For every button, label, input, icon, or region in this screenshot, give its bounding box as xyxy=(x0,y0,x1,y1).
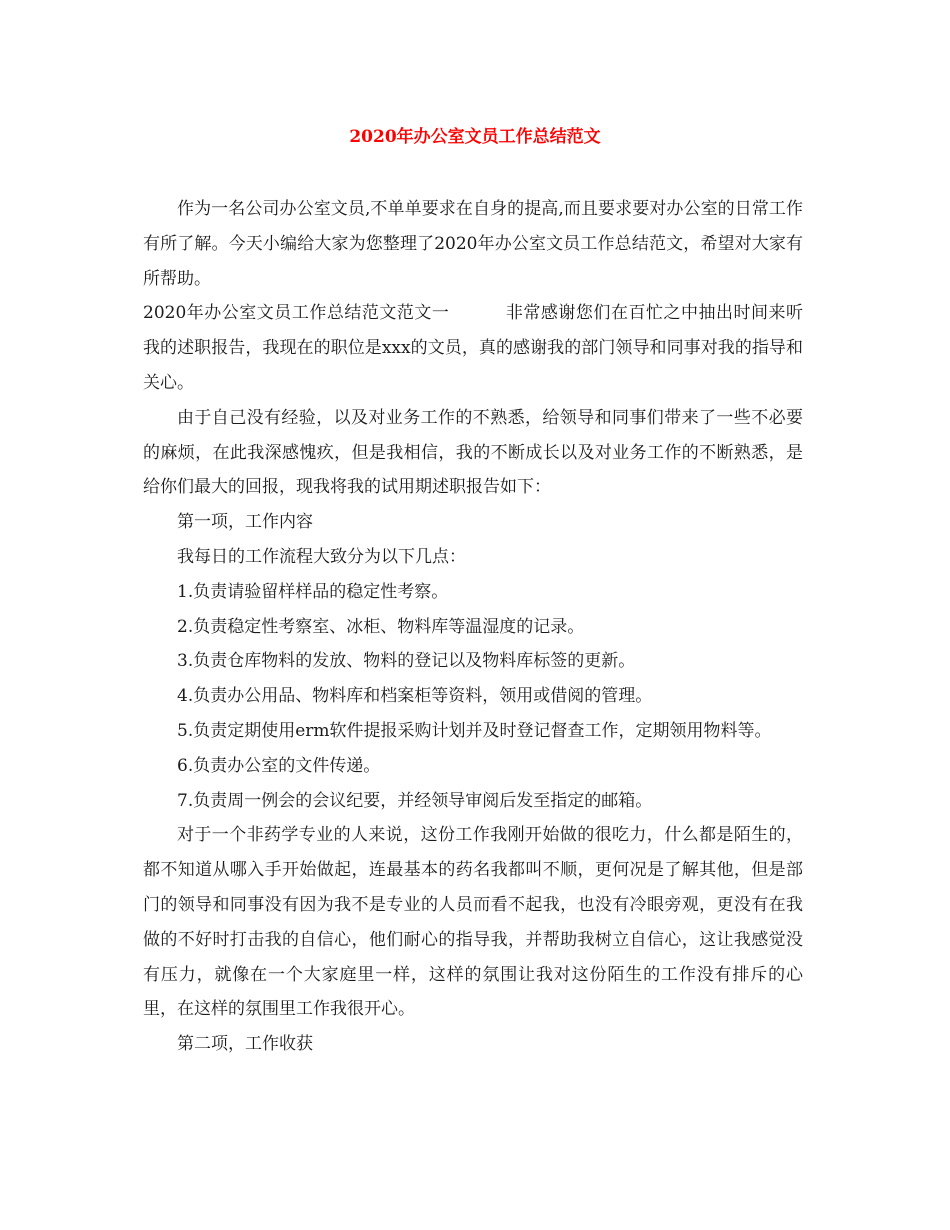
list-item: 3.负责仓库物料的发放、物料的登记以及物料库标签的更新。 xyxy=(177,651,636,672)
item-heading-work-gains: 第二项，工作收获 xyxy=(177,1034,313,1055)
list-item: 1.负责请验留样样品的稳定性考察。 xyxy=(177,581,449,602)
list-item: 6.负责办公室的文件传递。 xyxy=(177,755,381,776)
section-one-heading: 2020年办公室文员工作总结范文范文一 xyxy=(143,303,450,324)
apology-paragraph: 由于自己没有经验，以及对业务工作的不熟悉，给领导和同事们带来了一些不必要的麻烦，在此我深感愧疚，但是我相信，我的不断成长以及对业务工作的不断熟悉，是给你们最大的回报，现我将我的试用期述职报告如下： xyxy=(143,407,803,498)
list-item: 4.负责办公用品、物料库和档案柜等资料，领用或借阅的管理。 xyxy=(177,686,653,707)
reflection-paragraph: 对于一个非药学专业的人来说，这份工作我刚开始做的很吃力，什么都是陌生的，都不知道从哪入手开始做起，连最基本的药名我都叫不顺，更何况是了解其他，但是部门的领导和同事没有因为我不是专业的人员而看不起我，也没有冷眼旁观，更没有在我做的不好时打击我的自信心，他们耐心的指导我，并帮助我树立自信心，这让我感觉没有压力，就像在一个大家庭里一样，这样的氛围让我对这份陌生的工作没有排斥的心里，在这样的氛围里工作我很开心。 xyxy=(143,825,803,1020)
intro-paragraph: 作为一名公司办公室文员,不单单要求在自身的提高,而且要求要对办公室的日常工作有所了解。今天小编给大家为您整理了2020年办公室文员工作总结范文，希望对大家有所帮助。 xyxy=(143,199,803,289)
workflow-intro: 我每日的工作流程大致分为以下几点： xyxy=(177,546,466,567)
document-body xyxy=(143,192,803,1062)
list-item: 5.负责定期使用erm软件提报采购计划并及时登记督查工作，定期领用物料等。 xyxy=(177,720,772,741)
section-one-text: 非常感谢您们在百忙之中抽出时间来听我的述职报告，我现在的职位是xxx的文员，真的感谢我的部门领导和同事对我的指导和关心。 xyxy=(143,303,804,393)
list-item: 7.负责周一例会的会议纪要，并经领导审阅后发至指定的邮箱。 xyxy=(177,790,653,811)
list-item: 2.负责稳定性考察室、冰柜、物料库等温湿度的记录。 xyxy=(177,616,585,637)
section-one-paragraph xyxy=(143,296,803,400)
item-heading-work-content: 第一项，工作内容 xyxy=(177,512,313,533)
document-title: 2020年办公室文员工作总结范文 xyxy=(349,127,601,147)
